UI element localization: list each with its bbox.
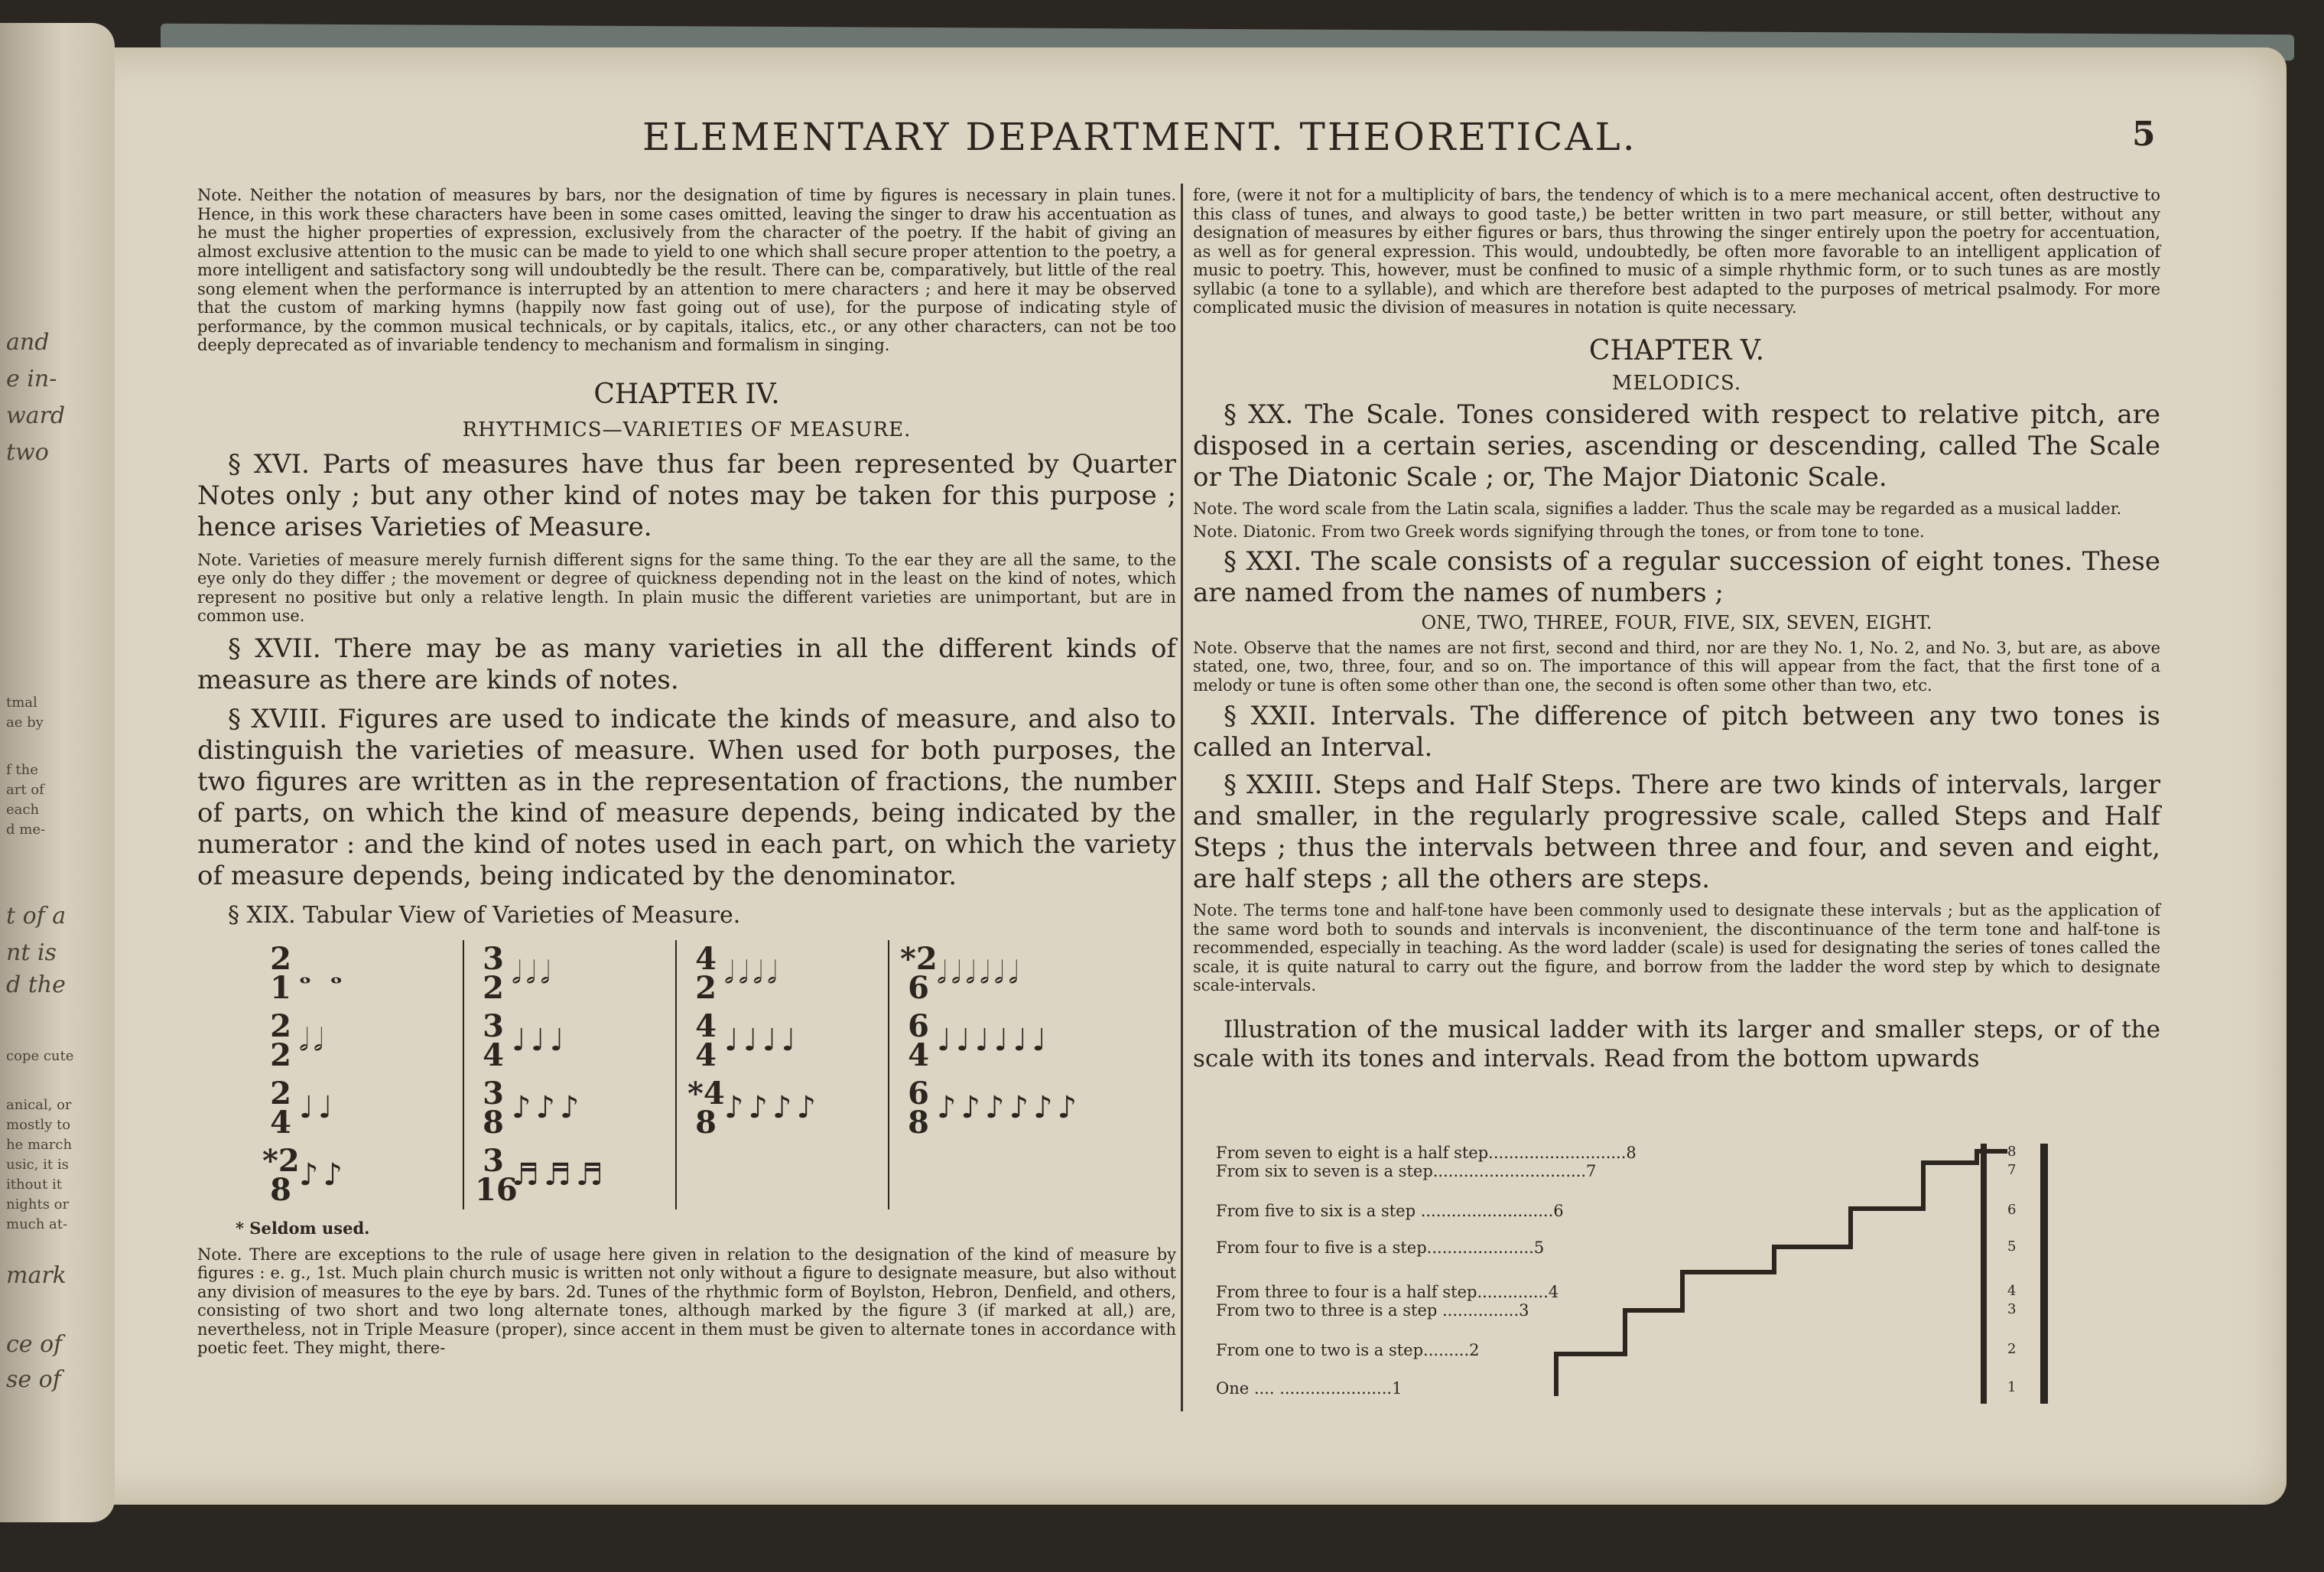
ladder-rung-8: 8	[2007, 1144, 2017, 1160]
section-19: § XIX. Tabular View of Varieties of Measure.	[228, 901, 741, 929]
section-23: § XXIII. Steps and Half Steps. There are two kinds of intervals, larger and smaller, in the regularly progressive scale, called Steps and Half Steps ; thus the intervals between three and four, and seven and eight, are half steps ; all the others are steps.	[1193, 770, 2160, 894]
gutter-fragment: t of a	[6, 903, 67, 929]
time-signature-denominator: 16	[475, 1171, 518, 1208]
time-signature-numerator: 3	[483, 1142, 504, 1179]
note-paragraph: Note. The word scale from the Latin scala, signifies a ladder. Thus the scale may be regarded as a musical ladder.	[1193, 499, 2122, 518]
gutter-fragment: nt is	[6, 939, 57, 966]
ladder-staircase	[1212, 1144, 2061, 1404]
table-row	[262, 1075, 1200, 1142]
gutter-fragment: e in-	[6, 366, 57, 392]
page-number: 5	[2132, 115, 2156, 154]
gutter-fragment: ithout it	[6, 1177, 62, 1193]
measure-cell	[463, 1075, 676, 1142]
column-divider	[1181, 184, 1183, 1411]
illustration-caption: Illustration of the musical ladder with its larger and smaller steps, or of the scale with its tones and intervals. Read from the bottom upwards	[1193, 1015, 2160, 1072]
gutter-fragment: nights or	[6, 1196, 70, 1212]
ladder-label: From four to five is a step.....................5	[1216, 1238, 1545, 1257]
table-row	[262, 940, 1200, 1007]
time-signature-denominator: 4	[908, 1037, 929, 1073]
note-glyphs: 𝅝 𝅝	[299, 955, 347, 991]
note-paragraph: Note. Diatonic. From two Greek words signifying through the tones, or from tone to tone.	[1193, 522, 1925, 541]
section-21: § XXI. The scale consists of a regular succession of eight tones. These are named from the names of numbers ;	[1193, 545, 2160, 608]
time-signature-denominator: 2	[695, 969, 717, 1006]
gutter-fragment: mostly to	[6, 1117, 71, 1133]
note-paragraph: Note. The terms tone and half-tone have been commonly used to designate these intervals ; but as the application of the same word both to sounds and intervals is inconvenient, the discontinuance of the term tone and half-tone is recommended, especially in teaching. As the word ladder (scale) is used for designating the series of tones called the scale, it is quite natural to carry out the figure, and borrow from the ladder the word step by which to designate scale-intervals.	[1193, 901, 2160, 994]
time-signature-denominator: 4	[483, 1037, 504, 1073]
note-glyphs: ♬♬♬	[512, 1157, 608, 1193]
time-signature-numerator: *2	[900, 940, 938, 977]
ladder-rung-4: 4	[2007, 1283, 2017, 1299]
table-row	[262, 1007, 1200, 1075]
measure-cell	[463, 1142, 676, 1209]
gutter-fragment: ward	[6, 402, 66, 429]
measure-cell	[676, 940, 889, 1007]
gutter-fragment: d the	[6, 972, 66, 998]
gutter-fragment: d me-	[6, 822, 46, 838]
previous-page-edge	[0, 23, 115, 1522]
gutter-fragment: anical, or	[6, 1097, 72, 1113]
gutter-fragment: art of	[6, 782, 44, 798]
section-16: § XVI. Parts of measures have thus far been represented by Quarter Notes only ; but any other kind of notes may be taken for this purpose ; hence arises Varieties of Measure.	[197, 448, 1176, 542]
measure-table	[262, 940, 1200, 1209]
section-17: § XVII. There may be as many varieties in all the different kinds of measure as there are kinds of notes.	[197, 633, 1176, 695]
note-glyphs: 𝅗𝅥𝅗𝅥𝅗𝅥𝅗𝅥	[724, 955, 782, 991]
note-glyphs: 𝅗𝅥𝅗𝅥𝅗𝅥𝅗𝅥𝅗𝅥𝅗𝅥	[937, 955, 1023, 991]
gutter-fragment: much at-	[6, 1216, 68, 1232]
note-paragraph: Note. Varieties of measure merely furnish different signs for the same thing. To the ear they are all the same, to the eye only do they differ ; the movement or degree of quickness depending not in the least on the kind of notes, which represent no positive but only a relative length. In plain music the different varieties are unimportant, but are in common use.	[197, 550, 1176, 625]
note-glyphs: ♩♩♩♩♩♩	[937, 1023, 1051, 1058]
ladder-label: From three to four is a half step..............4	[1216, 1283, 1559, 1301]
time-signature-numerator: 4	[695, 1007, 717, 1044]
note-glyphs: ♪♪♪♪	[724, 1090, 821, 1125]
measure-cell	[676, 1007, 889, 1075]
running-header: ELEMENTARY DEPARTMENT. THEORETICAL.	[642, 115, 1637, 159]
tone-names: ONE, TWO, THREE, FOUR, FIVE, SIX, SEVEN, EIGHT.	[1421, 611, 1932, 633]
measure-cell	[889, 940, 1200, 1007]
time-signature-denominator: 2	[270, 1037, 291, 1073]
measure-cell	[676, 1142, 889, 1209]
measure-cell	[889, 1142, 1200, 1209]
note-glyphs: ♩♩♩	[512, 1023, 569, 1058]
time-signature-numerator: 6	[908, 1075, 929, 1111]
measure-cell	[262, 1142, 463, 1209]
section-20: § XX. The Scale. Tones considered with respect to relative pitch, are disposed in a certain series, ascending or descending, called The Scale or The Diatonic Scale ; or, The Major Diatonic Scale.	[1193, 399, 2160, 493]
ladder-rung-5: 5	[2007, 1238, 2017, 1255]
chapter-subtitle: MELODICS.	[1611, 371, 1742, 395]
ladder-label: From six to seven is a step..............................7	[1216, 1162, 1597, 1180]
measure-cell	[889, 1075, 1200, 1142]
note-glyphs: ♪♪♪♪♪♪	[937, 1090, 1082, 1125]
time-signature-denominator: 8	[908, 1104, 929, 1141]
gutter-fragment: se of	[6, 1366, 61, 1393]
time-signature-denominator: 4	[695, 1037, 717, 1073]
chapter-subtitle: RHYTHMICS—VARIETIES OF MEASURE.	[462, 418, 912, 441]
note-glyphs: ♩♩♩♩	[724, 1023, 801, 1058]
gutter-fragment: ae by	[6, 714, 44, 731]
measure-cell	[463, 940, 676, 1007]
left-column	[197, 186, 1176, 1358]
ladder-rung-2: 2	[2007, 1341, 2017, 1357]
time-signature-numerator: 3	[483, 1075, 504, 1111]
measure-cell	[676, 1075, 889, 1142]
note-paragraph: fore, (were it not for a multiplicity of bars, the tendency of which is to a mere mechanical accent, often destructive to this class of tunes, and always to good taste,) be better written in two part measure, or still better, without any designation of measures by either figures or bars, thus throwing the singer entirely upon the poetry for accentuation, as well as for general expression. This would, undoubtedly, be often more favorable to an intelligent application of music to poetry. This, however, must be confined to music of a simple rhythmic form, or to such tunes as are mostly syllabic (a tone to a syllable), and which are therefore best adapted to the purposes of metrical psalmody. For more complicated music the division of measures in notation is quite necessary.	[1193, 186, 2160, 317]
chapter-heading: CHAPTER IV.	[593, 378, 780, 410]
measure-cell	[262, 1075, 463, 1142]
gutter-fragment: two	[6, 439, 49, 466]
ladder-label: From one to two is a step.........2	[1216, 1341, 1480, 1359]
ladder-rung-1: 1	[2007, 1379, 2017, 1395]
ladder-rung-7: 7	[2007, 1162, 2017, 1178]
gutter-fragment: and	[6, 329, 50, 356]
section-18: § XVIII. Figures are used to indicate the kinds of measure, and also to distinguish the varieties of measure. When used for both purposes, the two figures are written as in the representation of fractions, the number of parts, on which the kind of measure depends, being indicated by the numerator : and the kind of notes used in each part, on which the variety of measure depends, being indicated by the denominator.	[197, 703, 1176, 891]
time-signature-numerator: 6	[908, 1007, 929, 1044]
gutter-fragment: usic, it is	[6, 1157, 69, 1173]
note-glyphs: 𝅗𝅥𝅗𝅥	[299, 1023, 328, 1058]
time-signature-denominator: 1	[270, 969, 291, 1006]
measure-cell	[463, 1007, 676, 1075]
gutter-fragment: f the	[6, 762, 38, 778]
footnote-seldom: * Seldom used.	[236, 1218, 370, 1238]
time-signature-numerator: *4	[687, 1075, 725, 1111]
time-signature-numerator: 4	[695, 940, 717, 977]
ladder-label: From two to three is a step ...............3	[1216, 1301, 1529, 1320]
note-paragraph: Note. There are exceptions to the rule of usage here given in relation to the designation of the kind of measure by figures : e. g., 1st. Much plain church music is written not only without a figure to designate measure, but also without any division of measures to the eye by bars. 2d. Tunes of the rhythmic form of Boylston, Hebron, Denfield, and others, consisting of two short and two long alternate tones, although marked by the figure 3 (if marked at all,) are, nevertheless, not in Triple Measure (proper), since accent in them must be given to alternate tones in accordance with poetic feet. They might, there-	[197, 1245, 1176, 1357]
time-signature-numerator: 2	[270, 940, 291, 977]
gutter-fragment: ce of	[6, 1331, 63, 1358]
ladder-label: From seven to eight is a half step...........................8	[1216, 1144, 1637, 1162]
chapter-heading: CHAPTER V.	[1588, 334, 1765, 366]
time-signature-numerator: *2	[262, 1142, 300, 1179]
note-glyphs: ♩♩	[299, 1090, 337, 1125]
gutter-fragment: tmal	[6, 695, 37, 711]
ladder-rung-3: 3	[2007, 1301, 2017, 1317]
note-paragraph: Note. Observe that the names are not first, second and third, nor are they No. 1, No. 2, and No. 3, but are, as above stated, one, two, three, four, and so on. The importance of this will appear from the fact, that the first tone of a melody or tune is often some other than one, the second is often some other than two, etc.	[1193, 638, 2160, 695]
gutter-fragment: he march	[6, 1137, 73, 1153]
time-signature-denominator: 4	[270, 1104, 291, 1141]
time-signature-numerator: 3	[483, 940, 504, 977]
right-column	[1193, 186, 2160, 1073]
time-signature-denominator: 2	[483, 969, 504, 1006]
note-glyphs: 𝅗𝅥𝅗𝅥𝅗𝅥	[512, 955, 555, 991]
time-signature-denominator: 8	[695, 1104, 717, 1141]
gutter-fragment: cope cute	[6, 1048, 74, 1064]
time-signature-denominator: 8	[270, 1171, 291, 1208]
note-glyphs: ♪♪♪	[512, 1090, 584, 1125]
musical-ladder	[1212, 1144, 2061, 1404]
time-signature-numerator: 2	[270, 1007, 291, 1044]
time-signature-denominator: 8	[483, 1104, 504, 1141]
measure-cell	[889, 1007, 1200, 1075]
measure-cell	[262, 940, 463, 1007]
ladder-rung-6: 6	[2007, 1202, 2017, 1218]
measure-cell	[262, 1007, 463, 1075]
gutter-fragment: mark	[6, 1262, 67, 1289]
ladder-label: One .... ......................1	[1216, 1379, 1403, 1398]
gutter-fragment: each	[6, 802, 40, 818]
table-row	[262, 1142, 1200, 1209]
ladder-label: From five to six is a step ..........................6	[1216, 1202, 1564, 1220]
time-signature-numerator: 3	[483, 1007, 504, 1044]
note-glyphs: ♪♪	[299, 1157, 348, 1193]
section-22: § XXII. Intervals. The difference of pitch between any two tones is called an Interval.	[1193, 701, 2160, 763]
time-signature-numerator: 2	[270, 1075, 291, 1111]
note-paragraph: Note. Neither the notation of measures by bars, nor the designation of time by figures is necessary in plain tunes. Hence, in this work these characters have been in some cases omitted, leaving the singer to draw his accentuation as he must the higher properties of expression, exclusively from the character of the poetry. If the habit of giving an almost exclusive attention to the music can be made to yield to one which shall secure proper attention to the poetry, a more intelligent and satisfactory song will undoubtedly be the result. There can be, comparatively, but little of the real song element when the performance is interrupted by an attention to mere characters ; and here it may be observed that the custom of marking hymns (happily now fast going out of use), for the purpose of indicating style of performance, by the common musical technicals, or by capitals, italics, etc., or any other characters, can not be too deeply deprecated as of invariable tendency to mechanism and formalism in singing.	[197, 186, 1176, 354]
time-signature-denominator: 6	[908, 969, 929, 1006]
